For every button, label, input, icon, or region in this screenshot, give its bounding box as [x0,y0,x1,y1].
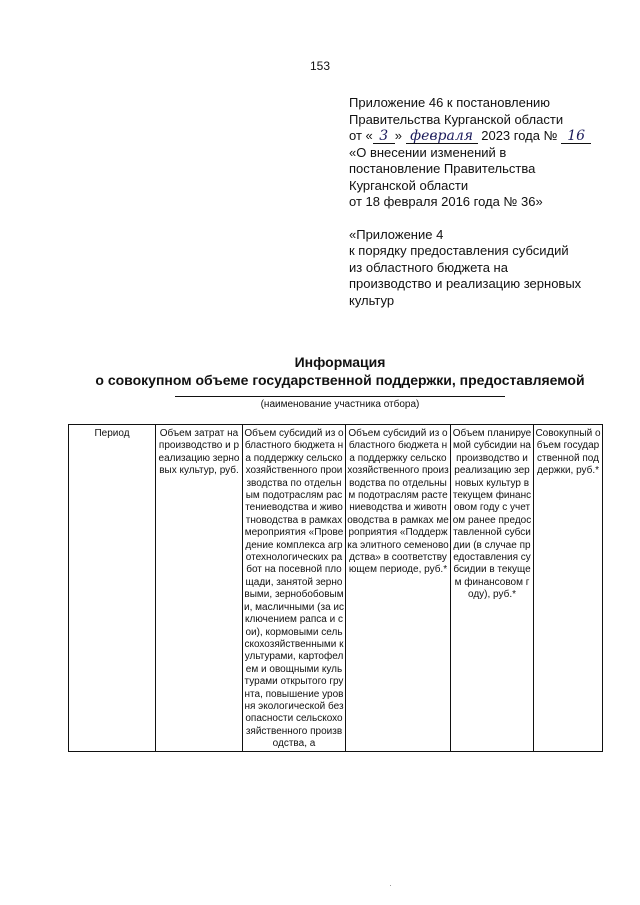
appendix-line: от 18 февраля 2016 года № 36» [349,194,543,209]
header-costs: Объем затрат на производство и реализацию зерновых культур, руб. [156,425,243,752]
header-subsidy-agrotech: Объем субсидий из областного бюджета на поддержку сельскохозяйственного производства по отдельным подотраслям растениеводства и животноводства в рамках мероприятия «Проведение комплекса агротехнологических работ на посевной площади, занятой зерновыми, зернобобовыми, масличными (за исключением рапса и сои), кормовыми сельскохозяйственными культурами, картофелем и овощными культурами открытого грунта, повышение уровня экологической безопасности сельскохозяйственного производства, а [243,425,346,752]
page-number: 153 [309,59,331,73]
document-subtitle: о совокупном объеме государственной поддержки, предоставляемой [95,372,585,388]
appendix-line: из областного бюджета на [349,259,508,275]
appendix-line: к порядку предоставления субсидий [349,243,569,258]
appendix-line: «Приложение 4 [349,226,444,242]
date-mid: » [394,128,402,143]
participant-name-line [175,396,505,397]
header-period: Период [69,425,156,752]
appendix-line: Приложение 46 к постановлению [349,95,551,110]
appendix-line: Курганской области [349,177,469,193]
handwritten-number: 16 [561,129,591,144]
appendix-line: Правительства Курганской области [349,111,564,127]
header-planned-subsidy: Объем планируемой субсидии на производство и реализацию зерновых культур в текущем финансовом году с учетом ранее предоставленной субсидии (в случае предоставления субсидии в текущем финансовом году), руб.* [451,425,534,752]
header-total-support: Совокупный объем государственной поддержки, руб.* [534,425,603,752]
table-header-row [69,425,603,752]
participant-caption: (наименование участника отбора) [260,399,420,410]
document-title: Информация [294,354,386,370]
header-subsidy-seed: Объем субсидий из областного бюджета на поддержку сельскохозяйственного производства по отдельным подотраслям растениеводства и животноводства в рамках мероприятия «Поддержка элитного семеноводства» в соответствующем периоде, руб.* [346,425,451,752]
scan-speck [390,885,391,886]
appendix-line: «О внесении изменений в [349,144,507,160]
appendix-date-line [349,128,619,145]
appendix-line: постановление Правительства [349,161,536,176]
spacer [349,211,619,227]
date-prefix: от « [349,128,373,143]
appendix-line: культур [349,292,395,308]
handwritten-day: 3 [373,129,395,144]
appendix-line: производство и реализацию зерновых [349,276,582,291]
date-suffix: 2023 года № [481,128,558,143]
handwritten-month: февраля [406,129,478,144]
appendix-block [349,95,619,309]
support-table [68,424,603,752]
